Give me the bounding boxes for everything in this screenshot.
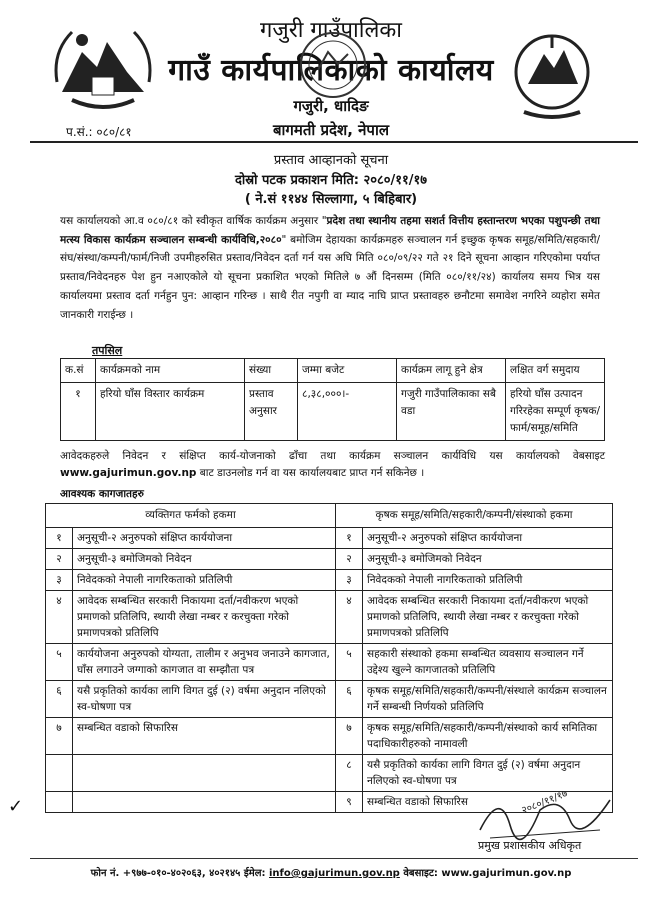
table-row xyxy=(61,383,605,441)
table-cell: ८,३८,०००।- xyxy=(298,383,397,441)
table-cell: अनुसूची-२ अनुरुपको संक्षिप्त कार्ययोजना xyxy=(73,528,336,549)
website-link[interactable]: www.gajurimun.gov.np xyxy=(60,467,197,479)
table-cell: अनुसूची-३ बमोजिमको निवेदन xyxy=(363,549,613,570)
office-name: गाउँ कार्यपालिकाको कार्यालय xyxy=(168,53,494,88)
column-header: लक्षित वर्ग समुदाय xyxy=(506,359,605,383)
table-cell: सहकारी संस्थाको हकमा सम्बन्धित व्यवसाय सञ्चालन गर्ने उद्देश्य खुल्ने कागजातको प्रतिलिपि xyxy=(363,644,613,681)
nepal-sambat-date: ( ने.सं ११४४ सिल्लागा, ५ बिहिबार) xyxy=(244,192,418,207)
footer-contact xyxy=(0,865,662,879)
program-table xyxy=(60,358,605,441)
column-header: कार्यक्रमको नाम xyxy=(96,359,245,383)
office-seal-icon xyxy=(298,30,368,100)
notice-body-end: " बमोजिम देहायका कार्यक्रमहरु सञ्चालन गर्न इच्छुक कृषक समूह/समिति/सहकारी/संघ/संस्था/कम्पनी/फार्म/निजी उपमीहरुसित प्रस्ताव/निवेदन दर्ता गर्न यस अघि मिति ०८०/०९/२२ गते २१ दिने सूचना आव्हान गरिएकोमा पर्याप्त प्रस्ताव/निवेदनहरु पेश हुन नआएकोले यो सूचना प्रकाशित भएको मितिले ७ औं दिनसम्म (मिति ०८०/११/२४) कार्यालय समय भित्र यस कार्यालयमा प्रस्ताव दर्ता गर्नहुन पुन: आव्हान गरिन्छ । साथै रीत नपुगी वा म्याद नाघि प्राप्त प्रस्तावहरु छनौटमा समावेश नगरिने व्यहोरा समेत जानकारी गराईन्छ । xyxy=(60,233,600,321)
notice-body-procedure: प्रदेश तथा स्थानीय तहमा सशर्त वित्तीय हस्तान्तरण भएका पशुपन्छी तथा मत्स्य विकास कार्यक्रम सञ्चालन सम्बन्धी कार्यविधि,२०८० xyxy=(60,215,600,246)
footer-phone: फोन नं. +९७७-०१०-४०२०६३, ४०२१४५ ईमेल: xyxy=(90,868,266,879)
table-cell: अनुसूची-३ बमोजिमको निवेदन xyxy=(73,549,336,570)
application-text: आवेदकहरुले निवेदन र संक्षिप्त कार्य-योजनाको ढाँचा तथा कार्यक्रम सञ्चालन कार्यविधि यस कार्यालयको वेबसाइट xyxy=(60,450,605,462)
table-cell: आवेदक सम्बन्धित सरकारी निकायमा दर्ता/नवीकरण भएको प्रमाणको प्रतिलिपि, स्थायी लेखा नम्बर र करचुक्ता गरेको प्रमाणपत्रको प्रतिलिपि xyxy=(73,591,336,644)
table-cell: गजुरी गाउँपालिकाका सबै वडा xyxy=(397,383,506,441)
table-header-row xyxy=(46,504,613,528)
table-row xyxy=(46,591,613,644)
column-header: कार्यक्रम लागू हुने क्षेत्र xyxy=(397,359,506,383)
footer-website[interactable]: www.gajurimun.gov.np xyxy=(441,868,572,879)
row-number: ७ xyxy=(46,718,73,755)
table-cell: यसै प्रकृतिको कार्यका लागि विगत दुई (२) वर्षमा अनुदान नलिएको स्व-घोषणा पत्र xyxy=(73,681,336,718)
publication-date: दोस्रो पटक प्रकाशन मिति: २०८०/११/१७ xyxy=(234,173,428,188)
table-row xyxy=(46,681,613,718)
margin-mark: ✓ xyxy=(8,796,24,817)
application-text-end: बाट डाउनलोड गर्न वा यस कार्यालयबाट प्राप्त गर्न सकिनेछ । xyxy=(196,467,425,479)
province-address: बागमती प्रदेश, नेपाल xyxy=(272,121,390,139)
table-cell xyxy=(73,792,336,813)
row-number: ४ xyxy=(336,591,363,644)
municipality-logo-icon xyxy=(506,28,598,124)
application-instructions xyxy=(60,448,605,482)
table-cell: आवेदक सम्बन्धित सरकारी निकायमा दर्ता/नवीकरण भएको प्रमाणको प्रतिलिपि, स्थायी लेखा नम्बर र करचुक्ता गरेको प्रमाणपत्रको प्रतिलिपि xyxy=(363,591,613,644)
table-cell: निवेदकको नेपाली नागरिकताको प्रतिलिपी xyxy=(73,570,336,591)
row-number: २ xyxy=(46,549,73,570)
row-number: ३ xyxy=(336,570,363,591)
table-cell: कार्ययोजना अनुरुपको योग्यता, तालीम र अनुभव जनाउने कागजात, घाँस लगाउने जग्गाको कागजात वा सम्झौता पत्र xyxy=(73,644,336,681)
column-header: क.सं xyxy=(61,359,96,383)
table-row xyxy=(46,718,613,755)
signatory-title: प्रमुख प्रशासकीय अधिकृत xyxy=(478,839,582,852)
row-number xyxy=(46,792,73,813)
notice-title: प्रस्ताव आव्हानको सूचना xyxy=(273,153,389,168)
documents-table xyxy=(45,503,613,813)
table-row xyxy=(46,549,613,570)
table-row xyxy=(46,644,613,681)
row-number: ९ xyxy=(336,792,363,813)
header-divider xyxy=(30,141,638,143)
municipality-name: गजुरी गाउँपालिका xyxy=(260,18,402,43)
row-number: ५ xyxy=(46,644,73,681)
table-cell: हरियो घाँस उत्पादन गरिरहेका सम्पूर्ण कृषक/फार्म/समूह/समिति xyxy=(506,383,605,441)
table-row xyxy=(46,570,613,591)
row-number: ७ xyxy=(336,718,363,755)
footer-web-label: वेबसाइट: xyxy=(403,868,438,879)
table-cell: सम्बन्धित वडाको सिफारिस xyxy=(73,718,336,755)
row-number: ८ xyxy=(336,755,363,792)
table-cell: कृषक समूह/समिति/सहकारी/कम्पनी/संस्थाले कार्यक्रम सञ्चालन गर्ने सम्बन्धी निर्णयको प्रतिलिपि xyxy=(363,681,613,718)
table-cell: कृषक समूह/समिति/सहकारी/कम्पनी/संस्थाको कार्य समितिका पदाधिकारीहरुको नामावली xyxy=(363,718,613,755)
notice-body-start: यस कार्यालयको आ.व ०८०/८१ को स्वीकृत वार्षिक कार्यक्रम अनुसार " xyxy=(60,215,327,227)
notice-body xyxy=(60,212,600,324)
row-number: १ xyxy=(46,528,73,549)
column-header: संख्या xyxy=(245,359,298,383)
column-header: व्यक्तिगत फर्मको हकमा xyxy=(46,504,336,528)
row-number: ६ xyxy=(336,681,363,718)
signature-date: २०८०/११/१७ xyxy=(520,788,570,817)
table-header-row xyxy=(61,359,605,383)
table-cell: प्रस्ताव अनुसार xyxy=(245,383,298,441)
row-number: ४ xyxy=(46,591,73,644)
column-header: जम्मा बजेट xyxy=(298,359,397,383)
table-cell: हरियो घाँस विस्तार कार्यक्रम xyxy=(96,383,245,441)
row-number: ६ xyxy=(46,681,73,718)
row-number xyxy=(46,755,73,792)
details-heading: तपसिल xyxy=(92,344,123,357)
footer-email[interactable]: info@gajurimun.gov.np xyxy=(269,868,400,879)
required-documents-heading: आवश्यक कागजातहरु xyxy=(60,488,144,500)
table-row xyxy=(46,528,613,549)
table-cell: १ xyxy=(61,383,96,441)
table-cell xyxy=(73,755,336,792)
row-number: २ xyxy=(336,549,363,570)
table-cell: निवेदकको नेपाली नागरिकताको प्रतिलिपी xyxy=(363,570,613,591)
table-cell: अनुसूची-२ अनुरुपको संक्षिप्त कार्ययोजना xyxy=(363,528,613,549)
row-number: ५ xyxy=(336,644,363,681)
reference-number: प.सं.: ०८०/८१ xyxy=(66,125,132,139)
column-header: कृषक समूह/समिति/सहकारी/कम्पनी/संस्थाको हकमा xyxy=(336,504,613,528)
footer-divider xyxy=(30,858,638,859)
table-cell: सम्बन्धित वडाको सिफारिस xyxy=(363,792,613,813)
row-number: १ xyxy=(336,528,363,549)
office-location: गजुरी, धादिङ xyxy=(293,97,369,115)
row-number: ३ xyxy=(46,570,73,591)
table-cell: यसै प्रकृतिको कार्यका लागि विगत दुई (२) वर्षमा अनुदान नलिएको स्व-घोषणा पत्र xyxy=(363,755,613,792)
